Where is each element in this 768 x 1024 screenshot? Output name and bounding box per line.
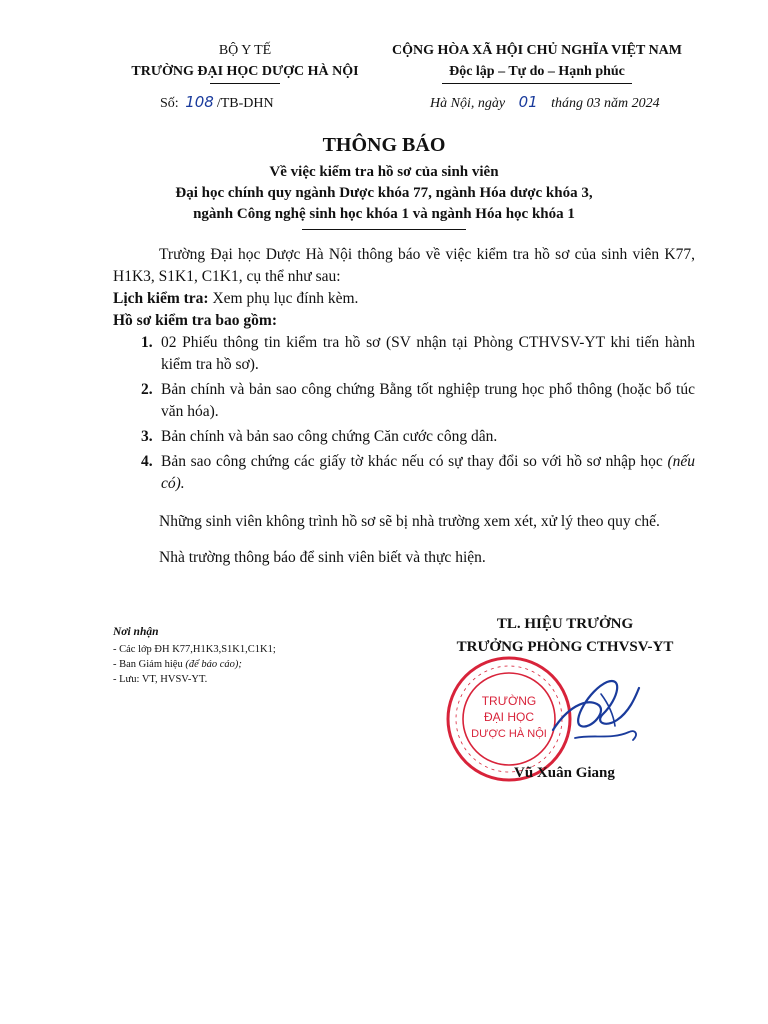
recipient-text: - Lưu: VT, HVSV-YT. — [113, 674, 208, 685]
list-number: 2. — [141, 381, 153, 398]
ref-suffix: /TB-DHN — [216, 96, 274, 111]
subtitle-line: Về việc kiểm tra hồ sơ của sinh viên — [269, 164, 499, 180]
list-item — [113, 379, 695, 423]
subtitle-underline — [302, 229, 466, 230]
header-right-underline — [442, 83, 632, 84]
motto: Độc lập – Tự do – Hạnh phúc — [449, 64, 625, 79]
stamp-text: ĐẠI HỌC — [483, 710, 535, 724]
document-subtitle — [0, 162, 768, 225]
ministry-name: BỘ Y TẾ — [218, 43, 272, 58]
header-left — [105, 40, 385, 84]
handwritten-signature-icon — [545, 668, 645, 758]
recipients-block — [113, 625, 276, 687]
stamp-text: DƯỢC HÀ NỘI — [471, 728, 547, 740]
list-text: Bản chính và bản sao công chứng Căn cước công dân. — [161, 428, 498, 445]
list-note: (nếu có). — [161, 453, 696, 492]
list-number: 3. — [141, 428, 153, 445]
documents-list — [113, 332, 695, 495]
documents-heading: Hồ sơ kiểm tra bao gồm: — [113, 312, 277, 329]
header-left-underline — [210, 83, 280, 84]
list-text: Bản sao công chứng các giấy tờ khác nếu có sự thay đổi so với hồ sơ nhập học — [161, 453, 663, 470]
date-suffix: tháng 03 năm 2024 — [551, 96, 660, 111]
list-number: 4. — [141, 453, 153, 470]
recipient-text: - Các lớp ĐH K77,H1K3,S1K1,C1K1; — [113, 644, 276, 655]
subtitle-line: ngành Công nghệ sinh học khóa 1 và ngành Hóa học khóa 1 — [193, 206, 575, 222]
schedule-line — [113, 288, 695, 310]
list-text: Bản chính và bản sao công chứng Bằng tốt nghiệp trung học phổ thông (hoặc bổ túc văn hóa). — [161, 381, 695, 420]
nation-name: CỘNG HÒA XÃ HỘI CHỦ NGHĨA VIỆT NAM — [391, 43, 682, 58]
warning-paragraph: Những sinh viên không trình hồ sơ sẽ bị nhà trường xem xét, xử lý theo quy chế. — [159, 513, 660, 530]
recipient-item — [113, 672, 276, 687]
school-name: TRƯỜNG ĐẠI HỌC DƯỢC HÀ NỘI — [131, 64, 359, 79]
recipient-item — [113, 657, 276, 672]
date-prefix: Hà Nội, ngày — [430, 96, 506, 111]
list-item — [113, 426, 695, 448]
document-title: THÔNG BÁO — [322, 134, 446, 156]
list-item — [113, 451, 695, 495]
header-right — [372, 40, 702, 84]
list-item — [113, 332, 695, 376]
stamp-text: TRƯỜNG — [481, 694, 537, 708]
ref-number-handwritten: 108 — [185, 93, 214, 111]
subtitle-line: Đại học chính quy ngành Dược khóa 77, ngành Hóa dược khóa 3, — [175, 185, 593, 201]
signature-title-2: TRƯỞNG PHÒNG CTHVSV-YT — [456, 639, 674, 655]
date-line — [430, 93, 660, 112]
recipient-text: - Ban Giám hiệu — [113, 659, 183, 670]
schedule-value: Xem phụ lục đính kèm. — [212, 290, 359, 307]
recipient-note: (để báo cáo); — [185, 659, 242, 670]
list-text: 02 Phiếu thông tin kiểm tra hồ sơ (SV nhận tại Phòng CTHVSV-YT khi tiến hành kiểm tra hồ sơ). — [161, 334, 695, 373]
recipient-item — [113, 642, 276, 657]
signer-name: Vũ Xuân Giang — [514, 765, 615, 781]
intro-paragraph: Trường Đại học Dược Hà Nội thông báo về việc kiểm tra hồ sơ của sinh viên K77, H1K3, S1K1, C1K1, cụ thể như sau: — [113, 246, 695, 285]
ref-label: Số: — [160, 96, 179, 111]
date-day-handwritten: 01 — [518, 93, 538, 111]
closing-paragraph: Nhà trường thông báo để sinh viên biết và thực hiện. — [159, 549, 486, 566]
list-number: 1. — [141, 334, 153, 351]
signature-title-1: TL. HIỆU TRƯỞNG — [496, 616, 634, 632]
schedule-label: Lịch kiểm tra: — [113, 290, 209, 307]
document-body — [113, 244, 695, 569]
recipients-heading: Nơi nhận — [113, 626, 159, 638]
reference-number — [160, 93, 274, 112]
signature-block — [420, 613, 710, 659]
